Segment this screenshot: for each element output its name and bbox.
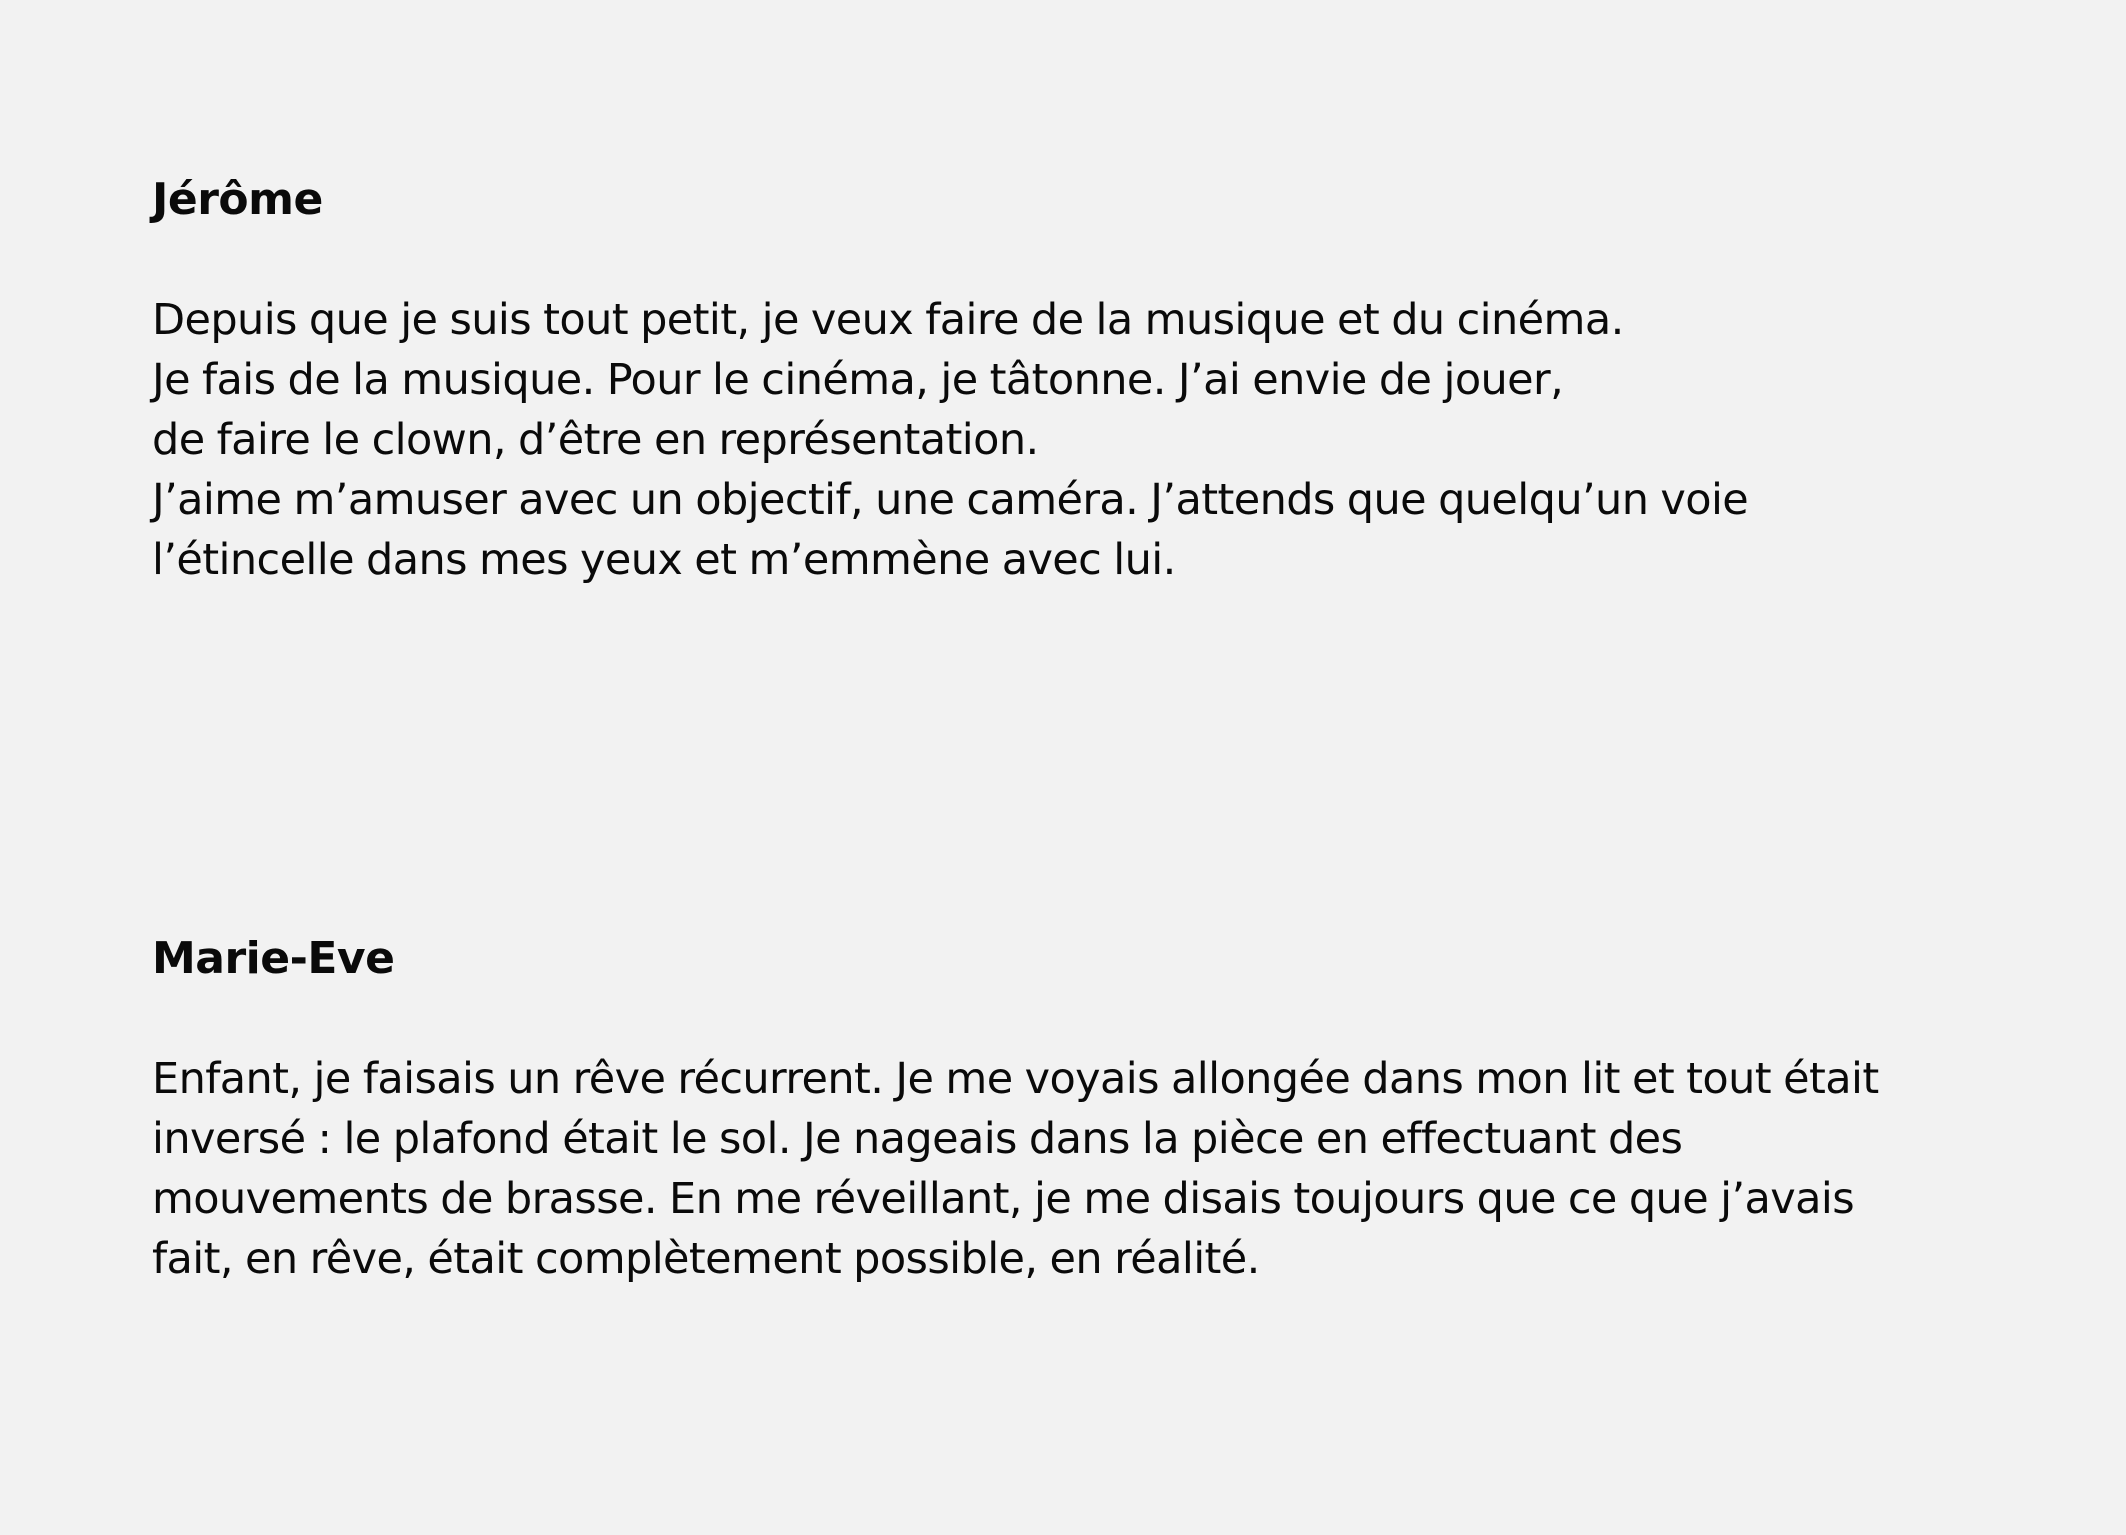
text-line: Depuis que je suis tout petit, je veux faire de la musique et du cinéma. xyxy=(152,295,1624,345)
text-line: Je fais de la musique. Pour le cinéma, je tâtonne. J’ai envie de jouer, xyxy=(152,355,1564,405)
testimony-text xyxy=(152,290,2052,590)
testimony-jerome xyxy=(152,170,2052,590)
text-line: J’aime m’amuser avec un objectif, une caméra. J’attends que quelqu’un voie xyxy=(152,475,1749,525)
text-line: de faire le clown, d’être en représentation. xyxy=(152,415,1039,465)
text-line: fait, en rêve, était complètement possible, en réalité. xyxy=(152,1234,1260,1284)
section-title: Marie-Eve xyxy=(152,933,395,984)
testimony-text xyxy=(152,1049,2052,1289)
text-line: l’étincelle dans mes yeux et m’emmène avec lui. xyxy=(152,535,1176,585)
testimony-marie-eve xyxy=(152,929,2052,1289)
text-line: inversé : le plafond était le sol. Je nageais dans la pièce en effectuant des xyxy=(152,1114,1683,1164)
text-line: Enfant, je faisais un rêve récurrent. Je me voyais allongée dans mon lit et tout était xyxy=(152,1054,1879,1104)
section-title: Jérôme xyxy=(152,174,323,225)
text-line: mouvements de brasse. En me réveillant, je me disais toujours que ce que j’avais xyxy=(152,1174,1855,1224)
